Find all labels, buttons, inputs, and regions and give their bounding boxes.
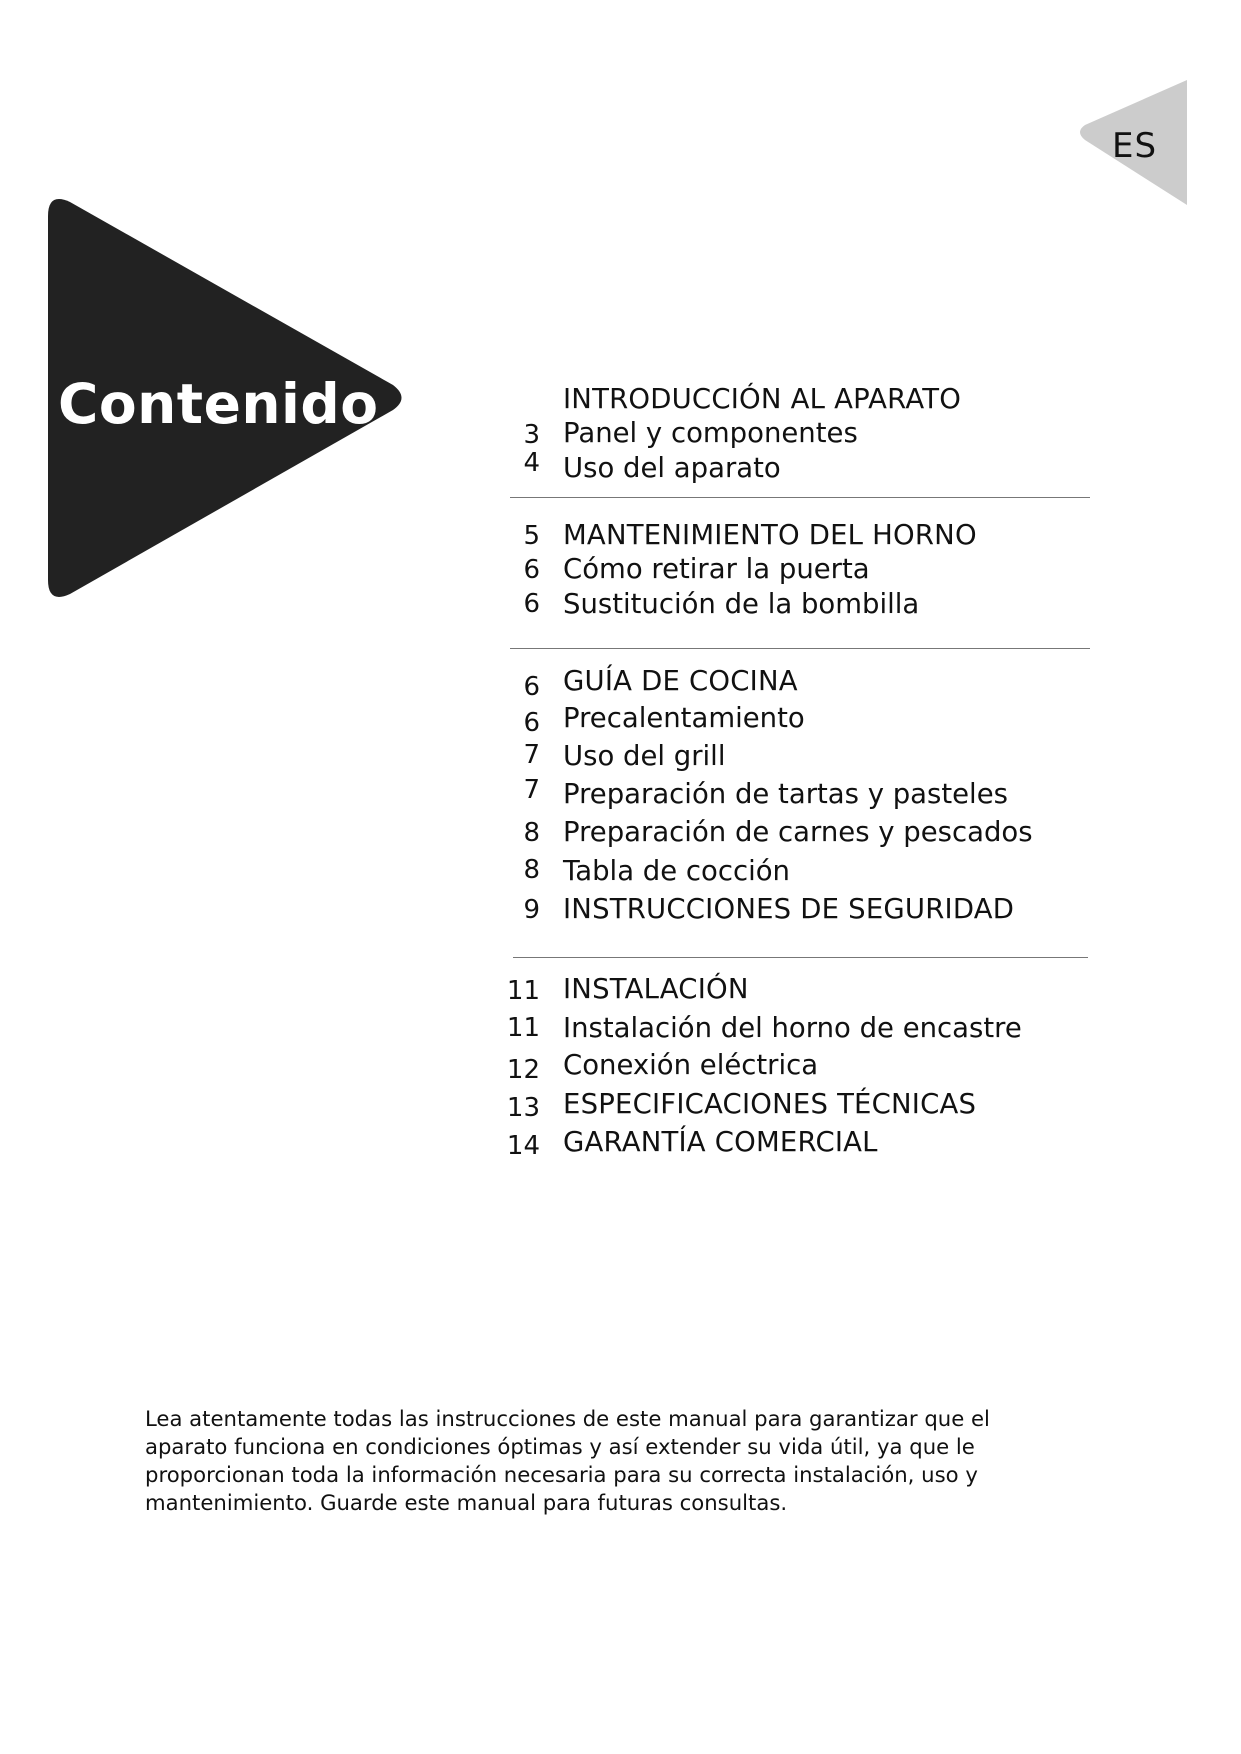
toc-heading[interactable]: MANTENIMIENTO DEL HORNO (563, 519, 977, 551)
toc-page-number: 11 (506, 1013, 540, 1043)
toc-item[interactable]: Conexión eléctrica (563, 1049, 819, 1081)
toc-item[interactable]: Preparación de carnes y pescados (563, 816, 1033, 848)
toc-page-number: 5 (523, 521, 540, 551)
toc-item[interactable]: Preparación de tartas y pasteles (563, 778, 1008, 810)
toc-page-number: 8 (523, 855, 540, 885)
toc-page-number: 13 (506, 1093, 540, 1123)
toc-divider (513, 957, 1088, 958)
toc-page-number: 12 (506, 1055, 540, 1085)
toc-heading[interactable]: GARANTÍA COMERCIAL (563, 1126, 878, 1158)
toc-page-number: 6 (523, 555, 540, 585)
toc-divider (510, 648, 1090, 649)
toc-heading[interactable]: INSTRUCCIONES DE SEGURIDAD (563, 893, 1015, 925)
toc-item[interactable]: Cómo retirar la puerta (563, 553, 870, 585)
toc-item[interactable]: Panel y componentes (563, 417, 858, 449)
toc-page-number: 6 (523, 589, 540, 619)
toc-item[interactable]: Tabla de cocción (563, 855, 790, 887)
toc-page-number: 14 (506, 1131, 540, 1161)
toc-page-number: 11 (506, 976, 540, 1006)
toc-page-number: 9 (523, 895, 540, 925)
toc-page-number: 4 (523, 448, 540, 478)
toc-page-number: 8 (523, 818, 540, 848)
intro-note: Lea atentamente todas las instrucciones de este manual para garantizar que el aparato funciona en condiciones óptimas y así extender su vida útil, ya que le proporcionan toda la información necesaria para su correcta instalación, uso y mantenimiento. Guarde este manual para futuras consultas. (145, 1406, 990, 1515)
toc-page-number: 6 (523, 708, 540, 738)
toc-item[interactable]: Instalación del horno de encastre (563, 1012, 1022, 1044)
toc-item[interactable]: Precalentamiento (563, 702, 805, 734)
toc-page-number: 6 (523, 672, 540, 702)
page-title: Contenido (58, 372, 379, 436)
toc-heading[interactable]: INSTALACIÓN (563, 973, 749, 1005)
toc-page-number: 3 (523, 420, 540, 450)
toc-item[interactable]: Uso del grill (563, 740, 726, 772)
toc-divider (510, 497, 1090, 498)
toc-item[interactable]: Uso del aparato (563, 452, 781, 484)
toc-heading[interactable]: GUÍA DE COCINA (563, 665, 798, 697)
toc-page-number: 7 (523, 740, 540, 770)
toc-heading[interactable]: ESPECIFICACIONES TÉCNICAS (563, 1088, 977, 1120)
toc-heading[interactable]: INTRODUCCIÓN AL APARATO (563, 383, 962, 415)
toc-page-number: 7 (523, 775, 540, 805)
toc-item[interactable]: Sustitución de la bombilla (563, 588, 920, 620)
language-label: ES (1112, 126, 1158, 166)
